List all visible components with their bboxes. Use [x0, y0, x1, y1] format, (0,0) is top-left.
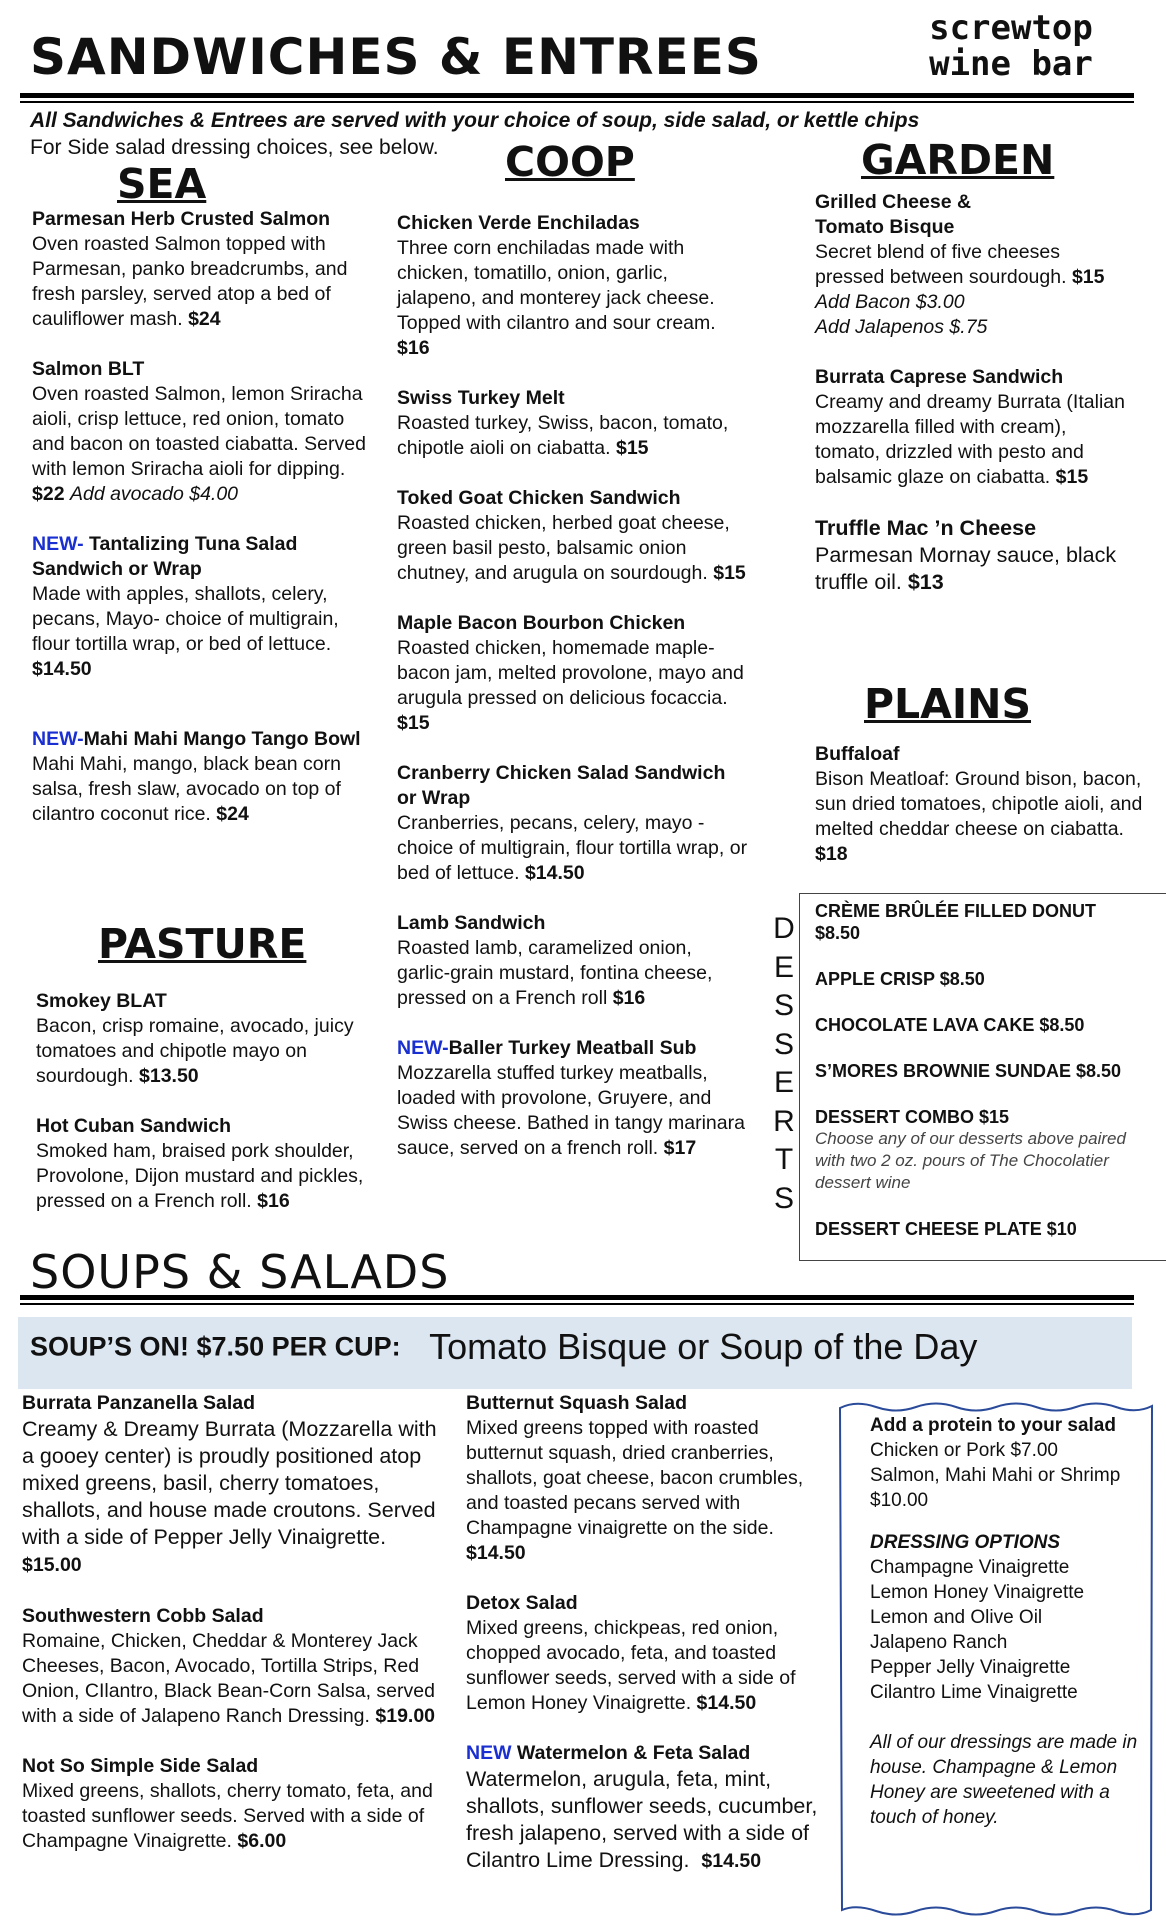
item-name: Maple Bacon Bourbon Chicken: [397, 612, 686, 634]
item-price: $16: [397, 337, 430, 359]
brand-line-2: wine bar: [929, 44, 1093, 84]
menu-item: [815, 742, 1145, 867]
dressing-option: Cilantro Lime Vinaigrette: [870, 1682, 1078, 1703]
section-title-pasture: PASTURE: [98, 920, 307, 968]
item-price: $17: [663, 1137, 697, 1159]
menu-item: [22, 1391, 442, 1579]
item-name: Salmon BLT: [32, 358, 145, 380]
protein-line-2: Salmon, Mahi Mahi or Shrimp $10.00: [870, 1465, 1121, 1511]
item-price: $14.50: [466, 1542, 526, 1564]
soups-rule-thick: [20, 1295, 1134, 1300]
item-price: $6.00: [237, 1830, 287, 1852]
menu-item: [397, 761, 749, 886]
item-price: $13: [907, 570, 944, 594]
brand-logo: [900, 10, 1122, 82]
item-desc: Bacon, crisp romaine, avocado, juicy tomatoes and chipotle mayo on sourdough.: [36, 1015, 354, 1087]
new-badge: NEW-: [32, 728, 84, 750]
item-name: Mahi Mahi Mango Tango Bowl: [83, 728, 361, 750]
item-name: Buffaloaf: [815, 743, 900, 765]
item-extra: Add Jalapenos $.75: [815, 316, 988, 338]
item-name: Cranberry Chicken Salad Sandwich or Wrap: [397, 762, 726, 809]
item-desc: Oven roasted Salmon topped with Parmesan, panko breadcrumbs, and fresh parsley, served atop a bed of cauliflower mash.: [32, 233, 348, 330]
item-price: $14.50: [32, 658, 92, 680]
item-name: Detox Salad: [466, 1592, 578, 1614]
item-name: Grilled Cheese & Tomato Bisque: [815, 191, 972, 238]
item-desc: Creamy & Dreamy Burrata (Mozzarella with a gooey center) is proudly positioned atop mixed greens, basil, cherry tomatoes, shallots, and house made croutons. Served with a side of Pepper Jelly Vinaigrette.: [22, 1417, 437, 1549]
item-name: Chicken Verde Enchiladas: [397, 212, 640, 234]
item-desc: Secret blend of five cheeses pressed between sourdough.: [815, 241, 1067, 288]
item-name: Watermelon & Feta Salad: [516, 1742, 751, 1764]
new-badge: NEW-: [32, 533, 84, 555]
garden-column: [815, 190, 1131, 621]
soup-value: Tomato Bisque or Soup of the Day: [429, 1326, 978, 1367]
item-name: Truffle Mac ’n Cheese: [815, 516, 1037, 540]
soup-label: SOUP’S ON! $7.50 PER CUP:: [30, 1331, 401, 1362]
item-desc: Mahi Mahi, mango, black bean corn salsa, fresh slaw, avocado on top of cilantro coconut rice.: [32, 753, 341, 825]
item-name: Tantalizing Tuna Salad Sandwich or Wrap: [32, 533, 298, 580]
item-name: Butternut Squash Salad: [466, 1392, 688, 1414]
item-desc: Mozzarella stuffed turkey meatballs, loaded with provolone, Gruyere, and Swiss cheese. Bathed in tangy marinara sauce, served on a french roll.: [397, 1062, 745, 1159]
dressing-option: Champagne Vinaigrette: [870, 1557, 1070, 1578]
dressing-option: Pepper Jelly Vinaigrette: [870, 1657, 1071, 1678]
dessert-item: CRÈME BRÛLÉE FILLED DONUT $8.50: [815, 901, 1096, 943]
coop-column: [397, 211, 749, 1186]
menu-item: [397, 1036, 749, 1161]
item-extra: Add avocado $4.00: [69, 483, 239, 505]
item-desc: Bison Meatloaf: Ground bison, bacon, sun dried tomatoes, chipotle aioli, and melted cheddar cheese on ciabatta.: [815, 768, 1143, 840]
new-badge: NEW: [466, 1742, 512, 1764]
item-price: $16: [612, 987, 646, 1009]
sea-column: [32, 207, 372, 852]
item-desc: Smoked ham, braised pork shoulder, Provolone, Dijon mustard and pickles, pressed on a French roll.: [36, 1140, 364, 1212]
intro-line-2: For Side salad dressing choices, see below.: [30, 136, 439, 159]
protein-line-1: Chicken or Pork $7.00: [870, 1440, 1058, 1461]
desserts-letter: T: [774, 1143, 794, 1176]
dessert-item: S’MORES BROWNIE SUNDAE $8.50: [815, 1061, 1122, 1081]
item-desc: Roasted lamb, caramelized onion, garlic-grain mustard, fontina cheese, pressed on a French roll: [397, 937, 713, 1009]
item-name: Burrata Caprese Sandwich: [815, 366, 1064, 388]
item-desc: Mixed greens, shallots, cherry tomato, feta, and toasted sunflower seeds. Served with a side of Champagne Vinaigrette.: [22, 1780, 433, 1852]
desserts-letter: S: [773, 1181, 794, 1215]
desserts-letter: E: [773, 1066, 794, 1099]
item-price: $15: [713, 562, 746, 584]
page-title: SANDWICHES & ENTREES: [30, 28, 762, 86]
item-name: Burrata Panzanella Salad: [22, 1392, 256, 1414]
desserts-vertical-title: [768, 910, 800, 1218]
item-name: Lamb Sandwich: [397, 912, 546, 934]
soups-rule-thin: [20, 1303, 1134, 1305]
menu-item: [466, 1391, 820, 1566]
menu-item: [22, 1754, 442, 1854]
item-name: Baller Turkey Meatball Sub: [448, 1037, 697, 1059]
item-price: $15: [615, 437, 649, 459]
menu-item: [397, 486, 749, 586]
item-desc: Mixed greens topped with roasted butternut squash, dried cranberries, shallots, goat cheese, bacon crumbles, and toasted pecans served with Champagne vinaigrette on the side.: [466, 1417, 804, 1539]
item-name: Not So Simple Side Salad: [22, 1755, 259, 1777]
item-desc: Roasted chicken, homemade maple-bacon jam, melted provolone, mayo and arugula pressed on delicious focaccia.: [397, 637, 744, 709]
item-desc: Mixed greens, chickpeas, red onion, chopped avocado, feta, and toasted sunflower seeds, served with a side of Lemon Honey Vinaigrette.: [466, 1617, 796, 1714]
salads-column-2: [466, 1391, 820, 1900]
desserts-letter: D: [773, 912, 795, 945]
item-price: $15: [1071, 266, 1105, 288]
section-title-plains: PLAINS: [864, 680, 1032, 728]
brand-line-1: screwtop: [929, 8, 1093, 48]
dressing-option: Lemon Honey Vinaigrette: [870, 1582, 1085, 1603]
dessert-item: CHOCOLATE LAVA CAKE $8.50: [815, 1015, 1085, 1035]
item-desc: Oven roasted Salmon, lemon Sriracha aioli, crisp lettuce, red onion, tomato and bacon on toasted ciabatta. Served with lemon Sriracha aioli for dipping.: [32, 383, 366, 480]
dressing-note: All of our dressings are made in house. Champagne & Lemon Honey are sweetened with a touch of honey.: [870, 1732, 1138, 1828]
item-desc: Parmesan Mornay sauce, black truffle oil.: [815, 543, 1117, 594]
section-title-sea: SEA: [117, 160, 207, 208]
desserts-list: [815, 900, 1135, 1264]
menu-item: [22, 1604, 442, 1729]
menu-item: [466, 1741, 820, 1875]
item-name: Parmesan Herb Crusted Salmon: [32, 208, 331, 230]
item-price: $15: [1055, 466, 1089, 488]
item-name: Hot Cuban Sandwich: [36, 1115, 231, 1137]
intro-line-1: All Sandwiches & Entrees are served with your choice of soup, side salad, or kettle chips: [30, 109, 920, 132]
item-name: Southwestern Cobb Salad: [22, 1605, 264, 1627]
menu-item: [397, 611, 749, 736]
desserts-letter: S: [773, 1027, 794, 1061]
menu-item: [397, 386, 749, 461]
menu-item: [815, 515, 1131, 596]
item-price: $22: [32, 483, 65, 505]
item-price: $14.50: [696, 1692, 757, 1714]
item-price: $19.00: [375, 1705, 436, 1727]
menu-item: [32, 207, 372, 332]
dessert-item: DESSERT CHEESE PLATE $10: [815, 1219, 1077, 1239]
dressing-option: Lemon and Olive Oil: [870, 1607, 1043, 1628]
pasture-column: [36, 989, 398, 1239]
section-title-garden: GARDEN: [861, 136, 1055, 184]
item-price: $15.00: [22, 1554, 82, 1576]
item-price: $18: [815, 843, 848, 865]
item-desc: Made with apples, shallots, celery, pecans, Mayo- choice of multigrain, flour tortilla wrap, or bed of lettuce.: [32, 583, 339, 655]
item-name: Swiss Turkey Melt: [397, 387, 565, 409]
header-rule-thin: [20, 101, 1134, 103]
header-rule-thick: [20, 93, 1134, 98]
menu-item: [36, 989, 398, 1089]
menu-item: [32, 727, 372, 827]
menu-item: [32, 357, 372, 507]
item-desc: Three corn enchiladas made with chicken, tomatillo, onion, garlic, jalapeno, and monterey jack cheese. Topped with cilantro and sour cream.: [397, 237, 716, 334]
section-title-coop: COOP: [505, 138, 635, 186]
desserts-letter: S: [773, 989, 794, 1022]
protein-dressing-panel: [870, 1413, 1140, 1830]
item-desc: Watermelon, arugula, feta, mint, shallots, sunflower seeds, cucumber, fresh jalapeno, served with a side of Cilantro Lime Dressing.: [466, 1767, 818, 1872]
item-price: $14.50: [701, 1850, 762, 1872]
item-price: $24: [216, 803, 249, 825]
menu-item: [815, 190, 1131, 340]
item-price: $15: [397, 712, 430, 734]
plains-column: [815, 742, 1145, 892]
menu-item: [32, 532, 372, 682]
dressing-title: DRESSING OPTIONS: [870, 1532, 1061, 1553]
item-extra: Add Bacon $3.00: [815, 291, 965, 313]
dressing-option: Jalapeno Ranch: [870, 1632, 1008, 1653]
soups-salads-title: SOUPS & SALADS: [30, 1245, 450, 1299]
dessert-item: [815, 1106, 1135, 1194]
dessert-item: APPLE CRISP $8.50: [815, 969, 985, 989]
protein-title: Add a protein to your salad: [870, 1415, 1116, 1436]
item-desc: Cranberries, pecans, celery, mayo - choice of multigrain, flour tortilla wrap, or bed of lettuce.: [397, 812, 748, 884]
soup-line: [30, 1326, 977, 1368]
desserts-letter: R: [773, 1104, 795, 1138]
item-desc: Romaine, Chicken, Cheddar & Monterey Jack Cheeses, Bacon, Avocado, Tortilla Strips, Red Onion, CIlantro, Black Bean-Corn Salsa, served with a side of Jalapeno Ranch Dressing.: [22, 1630, 435, 1727]
menu-item: [815, 365, 1131, 490]
desserts-letter: E: [773, 950, 794, 984]
item-desc: Roasted turkey, Swiss, bacon, tomato, chipotle aioli on ciabatta.: [397, 412, 729, 459]
menu-item: [36, 1114, 398, 1214]
new-badge: NEW-: [397, 1037, 449, 1059]
item-desc: Creamy and dreamy Burrata (Italian mozzarella filled with cream), tomato, drizzled with pesto and balsamic glaze on ciabatta.: [815, 391, 1125, 488]
menu-item: [397, 911, 749, 1011]
item-desc: Roasted chicken, herbed goat cheese, green basil pesto, balsamic onion chutney, and arugula on sourdough.: [397, 512, 730, 584]
item-name: Smokey BLAT: [36, 990, 167, 1012]
salads-column-1: [22, 1391, 442, 1879]
dessert-note: Choose any of our desserts above paired with two 2 oz. pours of The Chocolatier dessert wine: [815, 1129, 1126, 1192]
item-price: $13.50: [139, 1065, 199, 1087]
menu-item: [466, 1591, 820, 1716]
item-price: $14.50: [524, 862, 585, 884]
item-name: Toked Goat Chicken Sandwich: [397, 487, 681, 509]
menu-item: [397, 211, 749, 361]
item-price: $16: [257, 1190, 290, 1212]
item-price: $24: [188, 308, 221, 330]
dessert-name: DESSERT COMBO $15: [815, 1107, 1010, 1127]
